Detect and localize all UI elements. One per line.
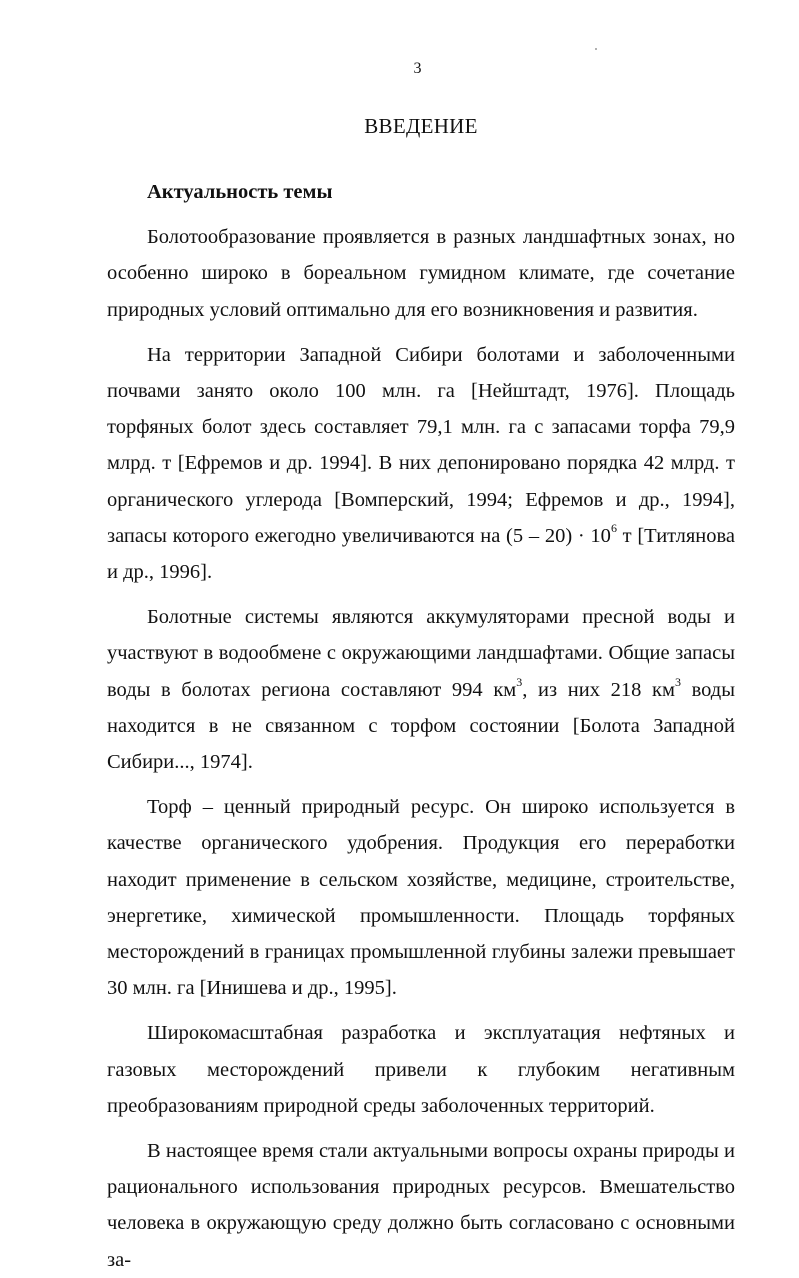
paragraph-5: Широкомасштабная разработка и эксплуатация нефтяных и газовых месторождений привели к глубоким негативным преобразованиям природной среды заболоченных территорий. [107,1022,735,1117]
paragraph-2-text-a: На территории Западной Сибири болотами и заболоченными почвами занято около 100 млн. га [Нейштадт, 1976]. Площадь торфяных болот здесь составляет 79,1 млн. га с запасами торфа 79,9 млрд. т [Ефремов и др. 1994]. В них депонировано порядка 42 млрд. т органического углерода [Вомперский, 1994; Ефремов и др., 1994], запасы которого ежегодно увеличиваются на (5 – 20) · 10 [107,343,735,547]
page-number: 3 [413,60,422,77]
paragraph-4: Торф – ценный природный ресурс. Он широко используется в качестве органического удобрения. Продукция его переработки находит применение в сельском хозяйстве, медицине, строительстве, энергетике, химической промышленности. Площадь торфяных месторождений в границах промышленной глубины залежи превышает 30 млн. га [Инишева и др., 1995]. [107,796,735,1000]
paragraph-3-text-a: Болотные системы являются аккумуляторами пресной воды и участвуют в водообмене с окружающими ландшафтами. Общие запасы воды в болотах региона составляют 994 км [107,606,735,701]
scan-speck [595,48,597,50]
section-heading: Актуальность темы [147,181,333,203]
page-title: ВВЕДЕНИЕ [364,114,478,138]
paragraph-3-text-c: воды находится в не связанном с торфом состоянии [Болота Западной Сибири..., 1974]. [107,678,735,774]
paragraph-3 [107,599,735,780]
body-text [107,174,735,1278]
paragraph-1: Болотообразование проявляется в разных ландшафтных зонах, но особенно широко в бореальном гумидном климате, где сочетание природных условий оптимально для его возникновения и развития. [107,226,735,321]
paragraph-2 [107,337,735,590]
paragraph-3-exponent-1: 3 [516,674,523,689]
paragraph-3-exponent-2: 3 [674,674,681,689]
paragraph-2-text-b: т [Титлянова и др., 1996]. [107,524,735,584]
paragraph-3-text-b: , из них 218 км [522,678,675,701]
paragraph-6: В настоящее время стали актуальными вопросы охраны природы и рационального использования природных ресурсов. Вмешательство человека в окружающую среду должно быть согласовано с основными за- [107,1140,735,1271]
paragraph-2-exponent: 6 [610,521,617,535]
